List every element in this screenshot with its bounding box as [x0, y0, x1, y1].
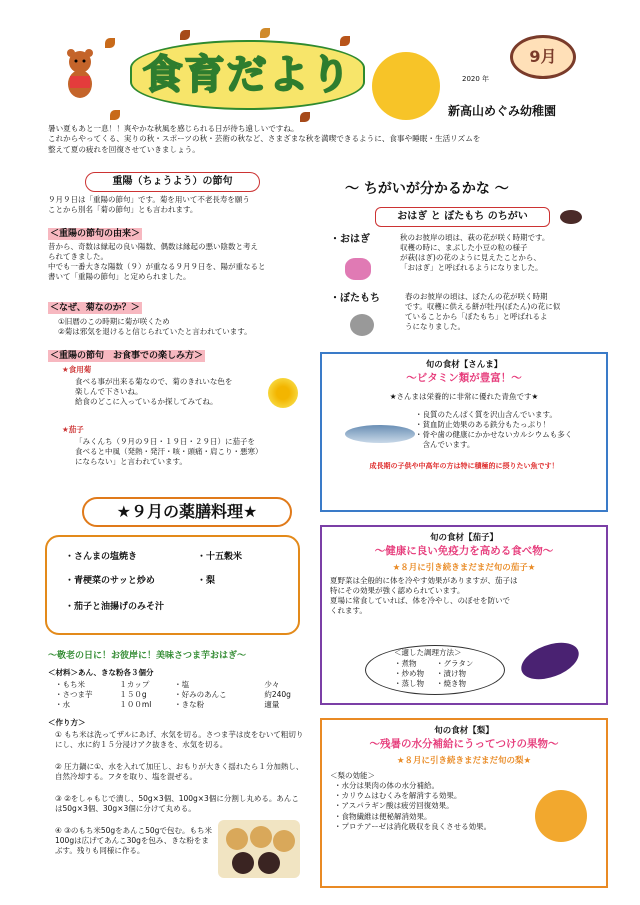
- origin-text: [48, 242, 316, 283]
- text-line: 収穫の時に、まぶした小豆の粒の様子: [400, 243, 528, 253]
- sanma-label: 旬の食材【さんま】: [425, 360, 503, 370]
- why-text: [58, 317, 313, 337]
- botamochi-text: [405, 292, 610, 333]
- method-item: ・グラタン: [436, 659, 474, 668]
- ohagi-word: ・おはぎ: [330, 234, 370, 245]
- text-line: です。収穫に供える餅が牡丹(ぼたん)の花に似: [405, 302, 561, 312]
- text-line: 特にその効果が強く認められています。: [330, 586, 465, 596]
- text-line: 昔から、奇数は縁起の良い陽数、偶数は縁起の悪い陰数と考え: [48, 242, 258, 251]
- list-item: 含んでいます。: [415, 440, 475, 450]
- leaf-icon: [180, 30, 190, 40]
- ohagi-text: [400, 233, 610, 274]
- intro-line: これからやってくる、実りの秋・スポーツの秋・芸術の秋など、さまざまな秋を満喫できるように、食事や睡眠・生活リズムを: [48, 134, 481, 144]
- ingredient-amount: 適量: [264, 700, 280, 710]
- yakuzen-title: ★９月の薬膳料理★: [82, 497, 292, 527]
- section-heading: [48, 350, 205, 362]
- text-line: くれます。: [330, 606, 367, 616]
- step-item: ③ ②をしゃもじで潰し、50g×3個、100g×3個に分割し丸める。あんこは50g×3個、30g×3個に分けて丸める。: [55, 794, 299, 814]
- choyo-title: 重陽（ちょうよう）の節句: [85, 172, 260, 192]
- nasu-sub: ～健康に良い免疫力を高める食べ物～: [374, 545, 554, 558]
- step-item: ② 圧力鍋に①、水を入れて加圧し、おもりが大きく揺れたら１分加熱し、自然冷却する。フタを取り、塩を混ぜる。: [55, 762, 304, 782]
- ingredient-name: ・さつま芋: [55, 690, 93, 700]
- ingredients-table: [55, 680, 310, 710]
- nasu-lead: ★８月に引き続きまだまだ旬の茄子★: [392, 562, 536, 573]
- table-row: [394, 659, 473, 669]
- method-item: ・焼き物: [436, 679, 466, 689]
- anko-ohagi: [258, 852, 280, 874]
- year-label: 2020 年: [462, 75, 490, 83]
- sanma-fish-icon: [345, 425, 415, 443]
- list-item: ・骨や歯の健康にかかせないカルシウムも多く: [415, 430, 573, 440]
- step-item: ④ ③のもち米50gをあんこ50gで包む。もち米100gは広げてあんこ30gを包み、きな粉をまぶす。残りも同様に作る。: [55, 826, 212, 856]
- list-item: ・カリウムはむくみを解消する効果。: [334, 791, 462, 801]
- section-heading: [48, 228, 142, 240]
- nashi-lead: ★８月に引き続きまだまだ旬の梨★: [396, 755, 532, 766]
- sanma-note: 成長期の子供や中高年の方は特に積極的に摂りたい魚です！: [369, 462, 559, 471]
- kinako-ohagi: [250, 826, 272, 848]
- school-name: 新高山めぐみ幼稚園: [448, 104, 557, 118]
- section-heading: [48, 302, 142, 314]
- nasu-label: 旬の食材【茄子】: [429, 533, 498, 543]
- text-line: 給食のどこに入っているか探してみてね。: [75, 397, 218, 407]
- list-item: ・食物繊維は便秘解消効果。: [334, 811, 432, 821]
- kinako-ohagi: [226, 828, 248, 850]
- nashi-label: 旬の食材【梨】: [434, 726, 494, 736]
- ingredient-name: ・水: [55, 700, 70, 710]
- ingredient-amount: １００ml: [119, 700, 152, 710]
- kiku-text: [75, 377, 265, 407]
- yakuzen-menu: [45, 535, 300, 635]
- nasu-body: [330, 576, 598, 617]
- leaf-icon: [260, 28, 270, 38]
- text-line: うになりました。: [405, 322, 465, 332]
- text-line: ①旧暦のこの時期に菊が咲くため: [58, 317, 170, 326]
- text-line: 書いて「重陽の節句」と定められました。: [48, 272, 191, 282]
- leaf-icon: [300, 112, 310, 122]
- pear-icon: [535, 790, 587, 842]
- text-line: られてきました。: [48, 252, 108, 262]
- peony-flower-icon: [350, 314, 374, 336]
- nasu-label: ★茄子: [62, 425, 84, 434]
- month-badge: 9月: [510, 35, 576, 79]
- anko-ohagi: [232, 852, 254, 874]
- nashi-sub: ～残暑の水分補給にうってつけの果物～: [369, 738, 559, 751]
- ingredient-amount: 約240g: [264, 690, 291, 700]
- list-item: ・水分は果肉の体の水分補給。: [334, 781, 439, 791]
- page-title: 食育だより: [142, 52, 353, 98]
- sanma-points: [415, 410, 598, 451]
- leaf-icon: [340, 36, 350, 46]
- leaf-icon: [105, 38, 115, 48]
- method-item: ・炒め物: [394, 669, 424, 679]
- ingredient-amount: 少々: [264, 680, 280, 689]
- method-item: ・煮物: [394, 659, 417, 668]
- text-line: ②菊は邪気を退けると信じられていたと言われています。: [58, 327, 252, 337]
- steps-title: ＜作り方＞: [48, 718, 86, 727]
- ingredient-name: ・好みのあんこ: [174, 690, 227, 700]
- intro-text: [48, 124, 608, 155]
- leaf-icon: [110, 110, 120, 120]
- ingredient-amount: １５０g: [119, 690, 147, 700]
- list-item: ・良質のたんぱく質を沢山含んでいます。: [415, 409, 557, 419]
- ingredients-title: ＜材料＞あん、きな粉各３個分: [48, 668, 154, 677]
- text-line: が萩(はぎ)の花のように見えたことから、: [400, 253, 541, 263]
- text-line: 楽しんで下さいね。: [75, 387, 143, 397]
- text-line: 「おはぎ」と呼ばれるようになりました。: [400, 263, 543, 273]
- menu-item: ・梨: [197, 576, 216, 586]
- ingredient-name: ・きな粉: [174, 700, 205, 710]
- table-row: [55, 680, 310, 690]
- sun-illustration: [372, 52, 440, 120]
- method-item: ・漬け物: [436, 669, 466, 679]
- choyo-lead: [48, 195, 316, 215]
- kinako-ohagi: [273, 830, 295, 852]
- text-line: にならない」と言われています。: [75, 457, 187, 467]
- heading-enjoy: ＜重陽の節句 お食事での楽しみ方＞: [50, 351, 204, 361]
- ohagi-icon: [560, 210, 582, 224]
- methods-table: [394, 659, 473, 689]
- ingredient-name: ・塩: [174, 680, 190, 689]
- step-item: ① もち米は洗ってザルにあげ、水気を切る。さつま芋は皮をむいて粗切りにし、水に約１５分浸けアク抜きを、水気を切る。: [55, 730, 304, 750]
- text-line: ことから別名「菊の節句」とも言われます。: [48, 205, 198, 215]
- ohagi-banner: おはぎ と ぼたもち のちがい: [375, 207, 550, 227]
- bear-illustration: [62, 48, 98, 100]
- text-line: 夏野菜は全般的に体を冷やす効果がありますが、茄子は: [330, 576, 518, 586]
- intro-line: 暑い夏もあと一息！！爽やかな秋風を感じられる日が待ち遠しいですね。: [48, 124, 299, 133]
- text-line: 秋のお彼岸の頃は、萩の花が咲く時期です。: [400, 233, 550, 242]
- text-line: 食べると中風（発熱・発汗・咳・頭痛・肩こり・悪寒）: [75, 447, 263, 457]
- list-item: ・アスパラギン酸は疲労回復効果。: [334, 801, 454, 811]
- menu-item: ・青梗菜のサッと炒め: [65, 576, 155, 586]
- heading-origin: ＜重陽の節句の由来＞: [50, 229, 141, 239]
- method-item: ・蒸し物: [394, 679, 424, 689]
- text-line: ていることから「ぼたもち」と呼ばれるよ: [405, 312, 548, 322]
- kiku-label: ★食用菊: [62, 365, 92, 374]
- text-line: 中でも一番大きな陽数（９）が重なる９月９日を、陽が重なると: [48, 262, 266, 272]
- ingredient-name: ・もち米: [55, 680, 85, 689]
- methods-title: ＜適した調理方法＞: [394, 648, 462, 657]
- sanma-lead: ★さんまは栄養的に非常に優れた青魚です★: [389, 391, 539, 401]
- title-banner: [130, 40, 365, 110]
- text-line: 「みくんち（９月の９日・１９日・２９日）に茄子を: [75, 437, 255, 446]
- ingredient-amount: １カップ: [119, 680, 150, 689]
- sanma-sub: ～ビタミン類が豊富！～: [406, 372, 522, 385]
- list-item: ・プロテアーゼは消化吸収を良くさせる効果。: [334, 821, 492, 831]
- botamochi-word: ・ぼたもち: [330, 293, 380, 304]
- heading-why: ＜なぜ、菊なのか？＞: [50, 303, 140, 313]
- cooking-methods: [365, 645, 505, 695]
- hagi-flower-icon: [345, 258, 371, 280]
- recipe-title: ～敬老の日に！お彼岸に！美味さつま芋おはぎ～: [48, 651, 247, 661]
- menu-item: ・十五穀米: [197, 552, 243, 562]
- intro-line: 整えて夏の疲れを回復させていきましょう。: [48, 144, 200, 154]
- menu-item: ・さんまの塩焼き: [65, 552, 138, 562]
- text-line: 春のお彼岸の頃は、ぼたんの花が咲く時期: [405, 292, 548, 301]
- text-line: 食べる事が出来る菊なので、菊のきれいな色を: [75, 377, 233, 386]
- chigai-title: ～ ちがいが分かるかな ～: [345, 181, 509, 197]
- menu-item: ・茄子と油揚げのみそ汁: [65, 602, 165, 612]
- nasu-text: [75, 437, 310, 467]
- effects-title: ＜梨の効能＞: [330, 771, 375, 781]
- table-row: [394, 669, 473, 679]
- chrysanthemum-icon: [268, 378, 298, 408]
- table-row: [394, 679, 473, 689]
- table-row: [55, 700, 310, 710]
- list-item: ・貧血防止効果のある鉄分もたっぷり！: [415, 419, 550, 429]
- table-row: [55, 690, 310, 700]
- text-line: 夏場に常食していれば、体を冷やし、のぼせを防いで: [330, 596, 510, 606]
- text-line: ９月９日は「重陽の節句」です。菊を用いて不老長寿を願う: [48, 195, 250, 204]
- ohagi-photo: [218, 820, 300, 878]
